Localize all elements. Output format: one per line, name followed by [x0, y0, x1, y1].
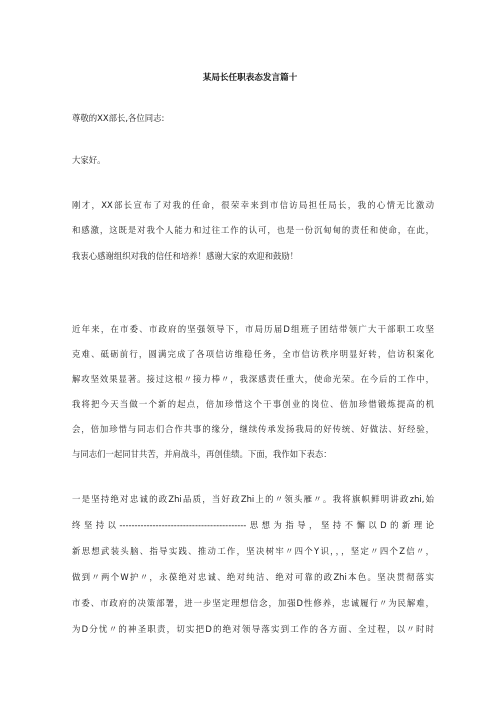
- salutation: 尊敬的XX部长,各位同志:: [72, 113, 165, 123]
- paragraph-line: 我衷心感谢组织对我的信任和培养！感谢大家的欢迎和鼓励！: [72, 251, 299, 261]
- greeting: 大家好。: [72, 155, 106, 165]
- paragraph-line: 市委、市政府的决策部署，进一步坚定理想信念，加强D性修养，忠诚履行〃为民解难，: [72, 598, 434, 608]
- paragraph-line: 和感激，这既是对我个人能力和过往工作的认可，也是一份沉甸甸的责任和使命，在此，: [72, 225, 434, 235]
- paragraph-line: 终坚持以------------------------------------------思想为指导，坚持不懈以D的新理论: [72, 520, 434, 530]
- paragraph-line: 为D分忧〃的神圣职责，切实把D的绝对领导落实到工作的各方面、全过程，以〃时时: [72, 624, 434, 634]
- paragraph-line: 新思想武装头脑、指导实践、推动工作，坚决树牢〃四个Y识，，，坚定〃四个Z信〃，: [72, 546, 434, 556]
- paragraph-line: 我将把今天当做一个新的起点，倍加珍惜这个干事创业的岗位、倍加珍惜锻炼提高的机: [72, 399, 434, 409]
- paragraph-line: 克难、砥砺前行，圆满完成了各项信访维稳任务，全市信访秩序明显好转，信访积案化: [72, 349, 434, 359]
- paragraph-line: 会，倍加珍惜与同志们合作共事的缘分，继续传承发扬我局的好传统、好做法、好经验，: [72, 424, 434, 434]
- paragraph-line: 做到〃两个W护〃，永葆绝对忠诚、绝对纯洁、绝对可靠的政Zhi本色。坚决贯彻落实: [72, 572, 434, 582]
- paragraph-line: 刚才，XX部长宣布了对我的任命，很荣幸来到市信访局担任局长，我的心情无比激动: [72, 200, 434, 210]
- paragraph-line: 与同志们一起同甘共苦，并肩战斗，再创佳绩。下面，我作如下表态：: [72, 449, 332, 459]
- document-title: 某局长任职表态发言篇十: [202, 73, 298, 83]
- paragraph-line: 一是坚持绝对忠诚的政Zhi品质，当好政Zhi上的〃领头雁〃。我将旗帜鲜明讲政zhi,始: [72, 494, 434, 504]
- paragraph-line: 近年来，在市委、市政府的坚强领导下，市局历届D组班子团结带领广大干部职工攻坚: [72, 324, 434, 334]
- paragraph-line: 解攻坚效果显著。接过这根〃接力棒〃，我深感责任重大，使命光荣。在今后的工作中，: [72, 374, 434, 384]
